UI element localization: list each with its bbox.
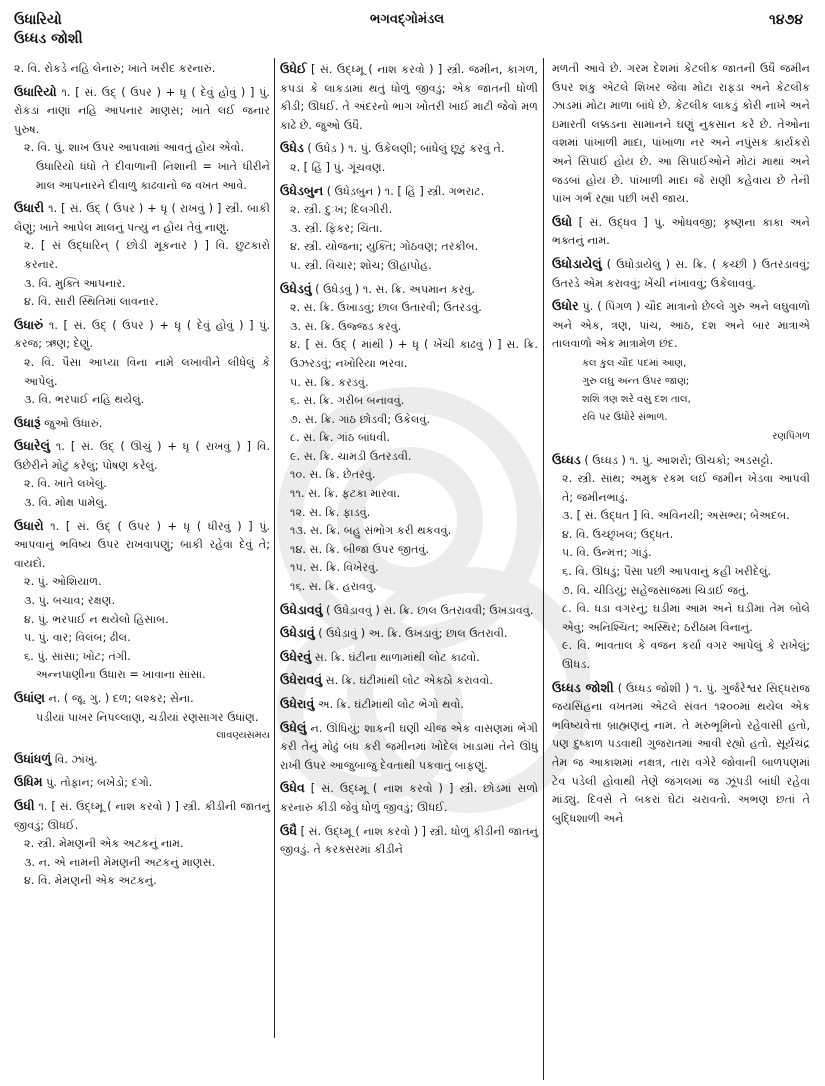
- definition-text: ૨. વિ. પું. શાખ ઉપર આપવામાં આવતું હોય એવો.: [24, 141, 245, 155]
- definition-text: ૮. વિ. ધડા વગરનું; ઘડીમાં આમ અને ઘડીમાં તેમ બોલે એવું; અનિશ્ચિત; અસ્થિર; ઠરીઠામ વિનાનું.: [562, 602, 810, 634]
- definition-text: ૬. પું. સાંસા; ખોટ; તંગી.: [24, 649, 131, 663]
- column-divider: [274, 58, 275, 1038]
- dictionary-entry: [552, 255, 810, 293]
- quote-source: લાવણ્યસમય: [216, 730, 270, 742]
- dictionary-entry: [14, 414, 270, 434]
- entry-definition: [552, 213, 810, 251]
- definition-text: [ સં. ઉદ્ધ્મૂ ( નાશ કરવો ) ] સ્ત્રી. ધોળું કીડીની જાતનું જીવડું. તે કરક્સરમાં કીડીને: [280, 824, 539, 857]
- definition-text: ન. ( જૂ. ગુ. ) દળ; લશ્કર; સેના.: [48, 692, 194, 705]
- definition-text: ( ઉધેડ઼વું ) ૧. સ. ક્રિ. અપમાન કરવું.: [315, 282, 475, 296]
- entry-sense: [280, 485, 538, 504]
- usage-quote: પડીયાં પાખર નિપલ્લાણ, ચડીયાં રણસાગર ઉધાંણ.: [36, 710, 259, 724]
- page-title: ભગવદ્ગોમંડલ: [370, 12, 445, 27]
- entry-sense: [280, 559, 538, 578]
- dictionary-entry: [280, 671, 538, 691]
- entry-sense: [14, 629, 270, 648]
- entry-definition: [280, 280, 538, 300]
- definition-text: સ. ક્રિ. ઘંટીમાંથી લોટ એકઠો કરાવવો.: [325, 674, 493, 688]
- entry-sense: [280, 504, 538, 523]
- definition-text: ૨. [ સં ઉદ્ધારિન્ ( છોડી મૂકનાર ) ] વિ. છુટકારો કરનાર.: [24, 239, 270, 271]
- entry-sense: [280, 429, 538, 448]
- entry-sense: [280, 201, 538, 220]
- dictionary-entry: [552, 679, 810, 829]
- definition-text: ૬. વિ. ઊધડું; પૈસા પછી આપવાનું કહી ખરીદેલું.: [562, 565, 772, 579]
- dictionary-entry: [14, 60, 270, 79]
- entry-sense: [14, 611, 270, 630]
- definition-text: અ. ક્રિ. ઘંટીમાંથી લોટ ભેગો થવો.: [317, 698, 464, 711]
- definition-text: ૪. [ સં. ઉદ્ ( માંથી ) + ધૃ ( ખેંચી કાઢવું ) ] સ. ક્રિ. ઉઝરડવું; નખોરિયા ભરવા.: [290, 338, 538, 370]
- entry-sense: [280, 541, 538, 560]
- quote-source: રણપિંગળ: [772, 430, 810, 442]
- definition-text: ૩. [ સં. ઉદ્ધત ] વિ. અવિનયી; અસભ્ય; બેઅદબ.: [562, 509, 790, 523]
- dictionary-entry: [14, 797, 270, 891]
- definition-text: ૩. સ્ત્રી. ફિકર; ચિંતા.: [290, 221, 383, 235]
- entry-definition: [552, 60, 810, 209]
- entry-definition: [14, 437, 270, 475]
- definition-text: ૪. વિ. ઉચ્છૃંખલ; ઉદ્ધત.: [562, 527, 674, 541]
- definition-text: ૨. સ્ત્રી. દુઃખ; દિલગીરી.: [290, 203, 393, 217]
- entry-definition: [14, 517, 270, 574]
- verse-line: ગુરુ લઘુ અન્ત ઉપર જાણ;: [582, 375, 690, 387]
- definition-text: ૧. [ સં. ઉદ્ ( ઉપર ) + ધૃ ( દેવું હોવું ) ] પું. રોકડાં નાણાં નહિ આપનાર માણસ; ખાતે લઈ જનાર પુરુષ.: [14, 85, 270, 136]
- entry-definition: [14, 797, 270, 835]
- entry-sense: [14, 573, 270, 592]
- definition-text: ૨. [ હિં ] પું. ગૂંચવણ.: [290, 160, 386, 174]
- entry-sense: [280, 411, 538, 430]
- entry-sense: [14, 354, 270, 391]
- entry-definition: [552, 297, 810, 354]
- entry-definition: [280, 60, 538, 135]
- definition-text: ૧. [ સં. ઉદ્ ( ઉપર ) + ધૃ ( દેવું હોવું ) ] પું. કરજ; ઋણ; દેણું.: [14, 318, 270, 351]
- definition-text: વિ. ઝાંખું.: [54, 752, 98, 766]
- entry-sense: [280, 318, 538, 337]
- definition-text: ૫. સ્ત્રી. વિચાર; શોચ; ઊહાપોહ.: [290, 258, 432, 272]
- definition-text: ૩. સ. ક્રિ. ઉજ્જડ કરવું.: [290, 319, 402, 333]
- entry-sense: [14, 139, 270, 158]
- definition-text: ૧૦. સ. ક્રિ. છેતરવું.: [290, 468, 376, 482]
- entry-sense: [552, 600, 810, 637]
- entry-sense: [280, 336, 538, 373]
- page-number: ૧૪૭૪: [769, 12, 803, 28]
- definition-text: પું. તોફાન; બખેડો; દંગો.: [46, 776, 153, 790]
- definition-text: ૩. વિ. મોક્ષ પામેલું.: [24, 496, 108, 510]
- entry-headword: ઉધારૂં: [14, 414, 41, 430]
- entry-headword: ઉધૈ: [280, 822, 297, 838]
- entry-definition: [14, 316, 270, 354]
- entry-sense: [14, 293, 270, 312]
- dictionary-entry: [280, 822, 538, 860]
- page-header: [0, 6, 825, 50]
- dictionary-entry: [280, 60, 538, 135]
- entry-definition: [280, 601, 538, 621]
- definition-text: ૨. વિ. રોકડે નહિ લેનારું; ખાતે ખરીદ કરનારું.: [14, 62, 216, 75]
- definition-text: ૯. વિ. ભાવતાલ કે વજન કર્યા વગર આપેલું કે રાખેલું; ઊધડ.: [562, 639, 810, 672]
- dictionary-entry: [14, 750, 270, 770]
- definition-text: [ સં. ઉદ્ધ્મૂ ( નાશ કરવો ) ] સ્ત્રી. છોડમાં સળો કરનારું કીડી જેવું ધોળું જીવડું; ઊધઈ.: [280, 782, 538, 814]
- definition-text: ૧૫. સ. ક્રિ. વિખેરવું.: [290, 561, 379, 575]
- entry-sense: [14, 391, 270, 410]
- definition-text: ૪. વિ. મેમણની એક અટકનું.: [24, 874, 157, 888]
- definition-text: ( ઉધેડ઼બુન ) ૧. [ હિં ] સ્ત્રી. ગભરાટ.: [326, 184, 485, 198]
- entry-definition: [280, 139, 538, 159]
- definition-text: જુઓ ઉધારું.: [44, 416, 103, 430]
- definition-text: પું. ( પિંગળ ) ચૌદ માત્રાનો છેલ્લે ગુરુ અને લઘુવાળો અને એક, ત્રણ, પાંચ, આઠ, દશ અને બાર માત્રાએ તાલવાળો એક માત્રામેળ છંદ.: [552, 300, 810, 351]
- entry-definition: [280, 779, 538, 817]
- entry-sense: [552, 563, 810, 582]
- entry-headword: ઉધેડવું: [280, 280, 312, 296]
- entry-definition: [280, 822, 538, 860]
- definition-text: ૧. [ સં. ઉદ્ ( ઉપર ) + ધૃ ( ધીરવું ) ] પું. આપવાનું ભવિષ્ય ઉપર રાખવાપણું; બાકી રહેવા દેવું તે; વાયદો.: [14, 519, 271, 570]
- dictionary-entry: [280, 779, 538, 817]
- definition-text: ( ઉધ્ધડ઼ જોશી ) ૧. પું. ગુર્જરેશ્વર સિદ્ધરાજ જયસિંહના વખતમાં એટલે સંવત ૧૨૦૦માં થયેલ એક ભવિષ્યવેત્તા બ્રાહ્મણનું નામ. તે મરુભૂમિનો રહેવાસી હતો, પણ દુષ્કાળ પડવાથી ગુજરાતમાં આવી રહ્યો હતો. સૂર્યચંદ્ર તેમ જ આકાશમાં નક્ષત્ર, તારા વગેરે જોવાની બાળપણમાં ટેવ પડેલી હોવાથી તેણે જંગલમાં જ ઝૂંપડી બાંધી રહેવા માંડ્યું. દિવસે તે બકરાં ઘેટાં ચરાવતો. અભણ છતાં તે બુદ્ધિશાળી અને: [552, 681, 810, 825]
- entry-definition: [14, 60, 270, 79]
- dictionary-entry: [280, 139, 538, 177]
- entry-headword: ઉધેડાવું: [280, 625, 315, 641]
- entry-definition: [280, 719, 538, 776]
- definition-text: ૯. સ. ક્રિ. ચામડી ઉતરડવી.: [290, 449, 412, 463]
- entry-sense: [14, 648, 270, 667]
- entry-headword: ઉધારિયો: [14, 83, 57, 99]
- definition-text: ( ઉધ્ધડ઼ ) ૧. પું. આશરો; ઊચકો; અડસટ્ટો.: [584, 453, 774, 467]
- definition-text: ( ઉધેડ઼ાવું ) અ. ક્રિ. ઉખડાવું; છાલ ઉતરાવી.: [318, 627, 508, 641]
- entry-sense: [280, 257, 538, 276]
- dictionary-entry: [280, 601, 538, 621]
- usage-quote: અન્નપાણીના ઉધારા = ખાવાના સાંસા.: [36, 668, 206, 682]
- entry-headword: ઉધેલું: [280, 719, 307, 735]
- definition-text: ૪. પું. ભરપાઈ ન થયેલો હિસાબ.: [24, 612, 169, 626]
- verse-line: રવિ પર ઉધોરે સંભાળ.: [582, 411, 668, 423]
- definition-text: [ સં. ઉદ્ધ્મૂ ( નાશ કરવો ) ] સ્ત્રી. જમીન, કાગળ, કપડાં કે લાકડામાં થતું ધોળું જીવડું; એક જાતની ધોળી કીડી; ઊધઈ. તે અંદરનો ભાગ ખોતરી ખાઈ માટી જેવો મળ કાઢે છે. જુઓ ઉધૈ.: [280, 63, 538, 132]
- definition-text: ૫. પું. વાર; વિલંબ; ઢીલ.: [24, 631, 131, 645]
- definition-text: ૩. ન. એ નામની મેમણની અટકનું માણસ.: [24, 855, 216, 869]
- entry-sense: [14, 854, 270, 873]
- definition-text: ૧૬. સ. ક્રિ. હરાવવું.: [290, 580, 377, 594]
- verse-line: કલ કુલ ચૌદ પદમાં આણ,: [582, 357, 687, 369]
- definition-text: ૬. સ. ક્રિ. ગરીબ બનાવવું.: [290, 394, 405, 408]
- entry-sense: [280, 220, 538, 239]
- entry-definition: [552, 451, 810, 471]
- definition-text: ૪. સ્ત્રી. યોજના; યુક્તિ; ગોઠવણ; તરકીબ.: [290, 240, 479, 254]
- definition-text: ૩. વિ. મુક્તિ આપનાર.: [24, 276, 126, 290]
- entry-sense: [552, 470, 810, 507]
- definition-text: ૨. પું. ઓશિયાળ.: [24, 575, 102, 589]
- dictionary-entry: [552, 451, 810, 675]
- dictionary-entry: [280, 624, 538, 644]
- definition-text: મળતી આવે છે. ગરમ દેશમાં કેટલીક જાતની ઉધૈ જમીન ઉપર શંકુ એટલે શિખર જેવા મોટા રાફડા અને કેટલીક ઝાડમાં મોટા માળા બાંધે છે. કેટલીક લાકડું કોરી નાખે અને ઇમારતી લક્કડના સામાનને ઘણું નુકસાન કરે છે. તેઓના વંશમાં પાંખાળી માદા, પાંખાળા નર અને નપુંસક કાર્યકરો અને સિપાઈ હોય છે. આ સિપાઈઓને મોટાં માથાં અને જડબાં હોય છે. પાંખાળી માદા જે રાણી કહેવાય છે તેની પાંખ ગર્ભ રહ્યા પછી ખરી જાય.: [552, 62, 810, 206]
- entry-headword: ઉધેડાવવું: [280, 601, 323, 617]
- dictionary-entry: [552, 297, 810, 446]
- definition-text: ૧. [ સં. ઉદ્ ( ઉપર ) + ધૃ ( રાખવું ) ] સ્ત્રી. બાકી લેણું; ખાતે આપેલ માલનું પત્યું ન હોય તેવું નાણું.: [14, 202, 270, 234]
- entry-sense: [552, 582, 810, 601]
- entry-headword: ઉધેઈ: [280, 61, 307, 76]
- entry-definition: [552, 679, 810, 829]
- entry-sense: [552, 637, 810, 674]
- entry-headword: ઉધારો: [14, 517, 44, 533]
- entry-headword: ઉધ્ધડ: [552, 451, 581, 467]
- entry-definition: [14, 83, 270, 140]
- guideword-last: ઉધ્ધડ જોશી: [14, 31, 83, 47]
- entry-definition: [280, 671, 538, 691]
- entry-definition: [14, 414, 270, 434]
- entry-headword: ઉધારેલું: [14, 438, 50, 454]
- entry-headword: ઉધેવ: [280, 780, 305, 796]
- entry-sense: [552, 526, 810, 545]
- definition-text: સ. ક્રિ. ઘંટીના થાળામાંથી લોટ કાઢવો.: [314, 650, 480, 664]
- column-right: [552, 60, 810, 832]
- definition-text: ૨. વિ. ખાતે લખેલું.: [24, 477, 107, 491]
- entry-definition: [280, 695, 538, 715]
- entry-headword: ઉધેડ: [280, 140, 304, 156]
- entry-sense: [552, 507, 810, 526]
- entry-headword: ઉધી: [14, 797, 35, 813]
- entry-definition: [14, 199, 270, 237]
- definition-text: ( ઉધેડ઼ ) ૧. પું. ઉકેલણી; બાંધેલું છૂટું કરવું તે.: [307, 142, 505, 156]
- entry-sense: [280, 238, 538, 257]
- definition-text: ૨. સ. ક્રિ. ઉખાડવું; છાલ ઉતારવી; ઉતરડવું.: [290, 301, 482, 315]
- definition-text: ન. ઊંધિયું; શાકની ઘણી ચીજ એક વાસણમાં ભેગી કરી તેનું મોઢું બંધ કરી જમીનમાં ખોદેલ ખાડામાં તેને ઊંધું રાખી ઉપર આજુબાજુ દેવતાથી પકવાતું બાફણું.: [280, 721, 538, 772]
- entry-sense: [280, 578, 538, 597]
- dictionary-entry: [14, 773, 270, 793]
- entry-definition: [14, 689, 270, 709]
- entry-headword: ઉધાંધળું: [14, 750, 52, 766]
- column-divider: [543, 58, 544, 1080]
- definition-text: ૮. સ. ક્રિ. ગાંઠ બાંધવી.: [290, 431, 391, 445]
- definition-text: ૩. વિ. ભરપાઈ નહિ થયેલું.: [24, 393, 145, 407]
- entry-definition: [280, 624, 538, 644]
- definition-text: ૧૪. સ. ક્રિ. બીજા ઉપર જીતવું.: [290, 542, 430, 556]
- definition-text: ( ઉધોડ઼ાયેલું ) સ. ક્રિ. ( કચ્છી ) ઉતરડાવવું; ઉતરડે એમ કરાવવું; ખેંચી નંખાવવું; ઉકેલાવવું.: [552, 257, 810, 290]
- dictionary-entry: [280, 648, 538, 668]
- column-middle: [280, 60, 538, 864]
- dictionary-entry: [280, 280, 538, 597]
- entry-definition: [552, 255, 810, 293]
- entry-sense: [14, 494, 270, 513]
- dictionary-entry: [14, 199, 270, 312]
- entry-headword: ઉધેરાવું: [280, 696, 315, 711]
- definition-text: ૨. સ્ત્રી. મેમણની એક અટકનું નામ.: [24, 837, 184, 851]
- definition-text: ૧૩. સ. ક્રિ. બહુ સંભોગ કરી થકવવું.: [290, 524, 452, 538]
- dictionary-entry: [280, 182, 538, 276]
- definition-text: ૫. સ. ક્રિ. કરડવું.: [290, 375, 369, 389]
- entry-headword: ઉધારી: [14, 200, 45, 216]
- entry-sense: [280, 522, 538, 541]
- entry-headword: ઉધારું: [14, 316, 44, 332]
- entry-sense: [280, 159, 538, 178]
- dictionary-entry: [14, 517, 270, 685]
- entry-headword: ઉધો: [552, 213, 573, 229]
- entry-sense: [280, 299, 538, 318]
- definition-text: ૨. વિ. પૈસા આપ્યા વિના નામે લખાવીને લીધેલું કે આપેલું.: [24, 355, 270, 388]
- entry-sense: [280, 374, 538, 393]
- definition-text: ૭. સ. ક્રિ. ગાંઠ છોડવી; ઉકેલવું.: [290, 412, 430, 426]
- entry-sense: [14, 872, 270, 891]
- definition-text: ૧૨. સ. ક્રિ. ફાડવું.: [290, 505, 371, 519]
- definition-text: ૭. વિ. ચીડિયું; સહેજસાજમાં ચિડાઈ જતું.: [562, 583, 750, 597]
- definition-text: ૨. સ્ત્રી. સાંથ; અમુક રકમ લઈ જમીન ખેડવા આપવી તે; જમીનભાડું.: [562, 472, 810, 504]
- entry-sense: [14, 835, 270, 854]
- column-left: [14, 60, 270, 895]
- entry-headword: ઉધેરવું: [280, 648, 312, 664]
- definition-text: ( ઉધેડ઼ાવવું ) સ. ક્રિ. છાલ ઉતરાવવી; ઉખડાવવું.: [326, 603, 534, 617]
- entry-sense: [280, 392, 538, 411]
- entry-headword: ઉધેડબુન: [280, 182, 324, 198]
- entry-sense: [14, 475, 270, 494]
- definition-text: ૪. વિ. સારી સ્થિતિમાં લાવનાર.: [24, 295, 159, 309]
- entry-headword: ઉધોડાયેલું: [552, 255, 602, 271]
- entry-headword: ઉધાંણ: [14, 690, 45, 705]
- dictionary-entry: [14, 316, 270, 410]
- entry-sense: [280, 448, 538, 467]
- verse-line: શશિ ત્રણ શરે વસુ દશ તાલ,: [582, 393, 691, 405]
- entry-headword: ઉધોર: [552, 298, 579, 314]
- definition-text: ૧૧. સ. ક્રિ. ફટકા મારવા.: [290, 487, 401, 501]
- definition-text: [ સં. ઉદ્ધવ ] પું. ઓધવજી; કૃષ્ણના કાકા અને ભક્તનું નામ.: [552, 215, 810, 248]
- entry-definition: [14, 773, 270, 793]
- definition-text: ૧. [ સં. ઉદ્ધ્મૂ ( નાશ કરવો ) ] સ્ત્રી. કીડીની જાતનું જીવડું; ઊધઈ.: [14, 799, 270, 832]
- dictionary-entry: [280, 719, 538, 776]
- guideword-first: ઉધારિયો: [14, 12, 62, 28]
- entry-definition: [280, 182, 538, 202]
- entry-headword: ઉધ્ધડ જોશી: [552, 679, 614, 695]
- definition-text: ૧. [ સં. ઉદ્ ( ઊચું ) + ધૃ ( રાખવું ) ] વિ. ઉછેરીને મોટું કરેલું; પોષણ કરેલું.: [14, 440, 271, 472]
- dictionary-entry: [552, 213, 810, 251]
- entry-headword: ઉધિમ: [14, 774, 43, 790]
- dictionary-entry: [552, 60, 810, 209]
- entry-sense: [552, 544, 810, 563]
- dictionary-entry: [14, 83, 270, 196]
- entry-definition: [280, 648, 538, 668]
- entry-sense: [14, 592, 270, 611]
- entry-sense: [14, 237, 270, 274]
- definition-text: ૩. પું. બચાવ; રક્ષણ.: [24, 594, 116, 608]
- entry-definition: [14, 750, 270, 770]
- entry-sense: [14, 275, 270, 294]
- entry-headword: ઉધેરાવવું: [280, 672, 323, 688]
- definition-text: ૫. વિ. ઉન્મત્ત; ગાંડું.: [562, 546, 652, 560]
- usage-quote: ઉધારિયો ધંધો તે દીવાળાની નિશાની = ખાતે ધીરીને માલ આપનારને દીવાળું કાઢવાનો જ વખત આવે.: [36, 159, 270, 192]
- entry-sense: [280, 466, 538, 485]
- dictionary-entry: [280, 695, 538, 715]
- dictionary-entry: [14, 437, 270, 512]
- dictionary-entry: [14, 689, 270, 746]
